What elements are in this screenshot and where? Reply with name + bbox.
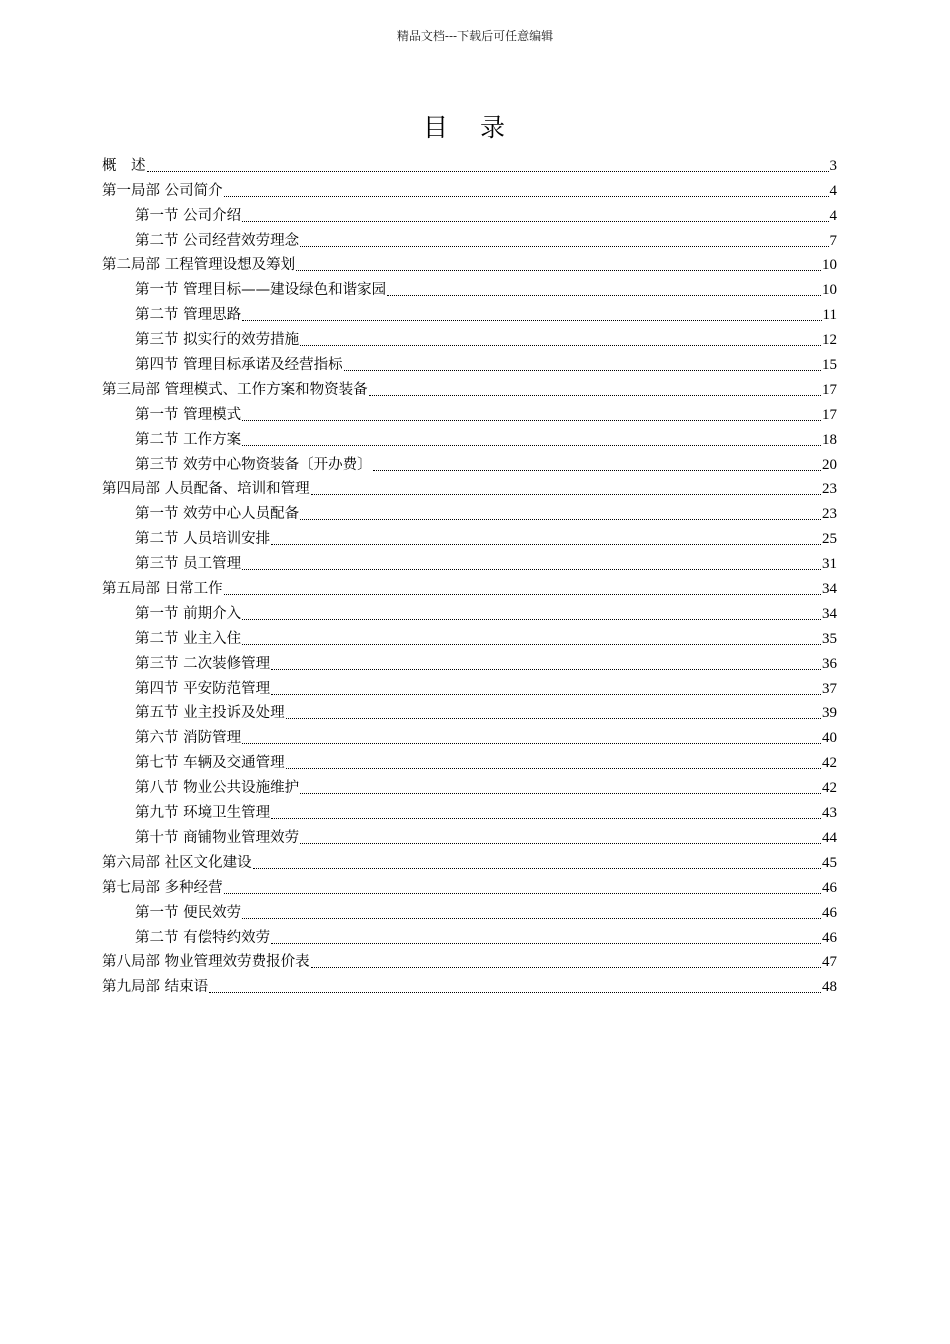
toc-entry-page: 4	[829, 207, 837, 224]
dot-leader	[344, 360, 821, 371]
toc-entry-page: 45	[822, 854, 837, 871]
toc-entry[interactable]	[102, 947, 837, 972]
toc-entry-label: 第二节 公司经营效劳理念	[135, 232, 300, 249]
dot-leader	[242, 559, 821, 570]
toc-entry-page: 23	[822, 481, 837, 498]
toc-entry-label: 第二局部 工程管理设想及筹划	[102, 257, 296, 274]
toc-entry-label: 第五局部 日常工作	[102, 581, 223, 598]
toc-entry[interactable]	[102, 648, 837, 673]
dot-leader	[242, 609, 821, 620]
toc-entry-page: 18	[822, 431, 837, 448]
toc-entry[interactable]	[102, 847, 837, 872]
toc-entry-label: 第一节 便民效劳	[135, 904, 242, 921]
dot-leader	[147, 161, 829, 172]
toc-entry-label: 第八节 物业公共设施维护	[135, 780, 300, 797]
dot-leader	[242, 634, 821, 645]
toc-entry[interactable]	[102, 324, 837, 349]
dot-leader	[300, 236, 828, 247]
toc-entry[interactable]	[102, 722, 837, 747]
toc-entry-label: 第十节 商铺物业管理效劳	[135, 829, 300, 846]
toc-entry-page: 23	[822, 506, 837, 523]
toc-entry[interactable]	[102, 523, 837, 548]
toc-entry[interactable]	[102, 374, 837, 399]
toc-entry-label: 第一局部 公司简介	[102, 182, 223, 199]
toc-entry[interactable]	[102, 250, 837, 275]
toc-entry-page: 4	[829, 182, 837, 199]
toc-entry-label: 第一节 公司介绍	[135, 207, 242, 224]
toc-entry-label: 概 述	[102, 157, 146, 174]
toc-entry-label: 第一节 效劳中心人员配备	[135, 506, 300, 523]
toc-entry-label: 第二节 管理思路	[135, 307, 242, 324]
toc-entry[interactable]	[102, 772, 837, 797]
toc-entry-label: 第九局部 结束语	[102, 979, 209, 996]
dot-leader	[271, 684, 821, 695]
toc-entry-label: 第一节 前期介入	[135, 605, 242, 622]
toc-entry[interactable]	[102, 797, 837, 822]
toc-entry[interactable]	[102, 747, 837, 772]
toc-entry[interactable]	[102, 548, 837, 573]
dot-leader	[369, 385, 821, 396]
toc-entry-page: 15	[822, 357, 837, 374]
toc-entry[interactable]	[102, 698, 837, 723]
toc-entry-label: 第二节 有偿特约效劳	[135, 929, 271, 946]
toc-entry[interactable]	[102, 175, 837, 200]
toc-entry[interactable]	[102, 971, 837, 996]
toc-entry[interactable]	[102, 897, 837, 922]
toc-entry-label: 第九节 环境卫生管理	[135, 805, 271, 822]
toc-entry-page: 46	[822, 879, 837, 896]
toc-entry-label: 第四局部 人员配备、培训和管理	[102, 481, 310, 498]
toc-entry[interactable]	[102, 922, 837, 947]
toc-entry-label: 第一节 管理目标——建设绿色和谐家园	[135, 282, 387, 299]
toc-entry[interactable]	[102, 225, 837, 250]
toc-entry-page: 7	[829, 232, 837, 249]
toc-entry-page: 34	[822, 581, 837, 598]
toc-title: 目 录	[423, 113, 517, 142]
dot-leader	[209, 982, 821, 993]
toc-entry[interactable]	[102, 623, 837, 648]
dot-leader	[286, 708, 821, 719]
toc-entry[interactable]	[102, 150, 837, 175]
toc-entry[interactable]	[102, 822, 837, 847]
toc-entry-label: 第六节 消防管理	[135, 730, 242, 747]
toc-entry-page: 40	[822, 730, 837, 747]
toc-entry[interactable]	[102, 872, 837, 897]
dot-leader	[224, 883, 821, 894]
toc-entry-label: 第三节 效劳中心物资装备〔开办费〕	[135, 456, 372, 473]
dot-leader	[242, 908, 821, 919]
toc-entry[interactable]	[102, 449, 837, 474]
toc-entry-page: 25	[822, 531, 837, 548]
toc-entry-label: 第二节 业主入住	[135, 630, 242, 647]
toc-entry-label: 第三节 拟实行的效劳措施	[135, 332, 300, 349]
toc-entry[interactable]	[102, 399, 837, 424]
toc-entry-page: 10	[822, 282, 837, 299]
toc-entry-page: 11	[822, 307, 837, 324]
toc-entry-label: 第三节 二次装修管理	[135, 655, 271, 672]
table-of-contents	[102, 150, 837, 996]
dot-leader	[242, 733, 821, 744]
dot-leader	[271, 659, 821, 670]
toc-entry-label: 第七局部 多种经营	[102, 879, 223, 896]
dot-leader	[286, 758, 821, 769]
toc-entry-page: 42	[822, 755, 837, 772]
toc-entry-page: 43	[822, 805, 837, 822]
toc-entry-page: 17	[822, 381, 837, 398]
toc-entry-label: 第三局部 管理模式、工作方案和物资装备	[102, 381, 368, 398]
toc-entry-label: 第六局部 社区文化建设	[102, 854, 252, 871]
toc-entry-page: 46	[822, 904, 837, 921]
toc-entry-page: 20	[822, 456, 837, 473]
toc-entry-page: 34	[822, 605, 837, 622]
dot-leader	[311, 484, 821, 495]
toc-entry[interactable]	[102, 573, 837, 598]
toc-entry[interactable]	[102, 200, 837, 225]
toc-entry-page: 42	[822, 780, 837, 797]
dot-leader	[387, 285, 821, 296]
toc-entry[interactable]	[102, 299, 837, 324]
dot-leader	[242, 410, 821, 421]
toc-entry-label: 第二节 工作方案	[135, 431, 242, 448]
dot-leader	[300, 783, 821, 794]
toc-entry-label: 第七节 车辆及交通管理	[135, 755, 285, 772]
page-header: 精品文档---下载后可任意编辑	[396, 29, 554, 43]
toc-entry[interactable]	[102, 474, 837, 499]
toc-entry[interactable]	[102, 424, 837, 449]
toc-entry-label: 第三节 员工管理	[135, 556, 242, 573]
toc-entry-page: 47	[822, 954, 837, 971]
toc-entry-page: 37	[822, 680, 837, 697]
toc-entry-page: 46	[822, 929, 837, 946]
toc-entry-page: 12	[822, 332, 837, 349]
dot-leader	[271, 808, 821, 819]
toc-entry-label: 第一节 管理模式	[135, 406, 242, 423]
toc-entry[interactable]	[102, 274, 837, 299]
toc-entry[interactable]	[102, 598, 837, 623]
toc-entry-page: 35	[822, 630, 837, 647]
toc-entry-label: 第五节 业主投诉及处理	[135, 705, 285, 722]
toc-entry[interactable]	[102, 673, 837, 698]
dot-leader	[300, 833, 821, 844]
toc-entry-page: 17	[822, 406, 837, 423]
dot-leader	[242, 211, 828, 222]
toc-entry-page: 36	[822, 655, 837, 672]
toc-entry-label: 第八局部 物业管理效劳费报价表	[102, 954, 310, 971]
dot-leader	[373, 460, 821, 471]
dot-leader	[224, 186, 829, 197]
dot-leader	[271, 933, 821, 944]
toc-entry-label: 第四节 平安防范管理	[135, 680, 271, 697]
toc-entry-page: 31	[822, 556, 837, 573]
toc-entry-label: 第二节 人员培训安排	[135, 531, 271, 548]
toc-entry-page: 10	[822, 257, 837, 274]
dot-leader	[242, 310, 821, 321]
dot-leader	[311, 957, 821, 968]
dot-leader	[296, 260, 821, 271]
toc-entry-page: 39	[822, 705, 837, 722]
dot-leader	[271, 534, 821, 545]
dot-leader	[224, 584, 821, 595]
dot-leader	[242, 435, 821, 446]
toc-entry-label: 第四节 管理目标承诺及经营指标	[135, 357, 343, 374]
dot-leader	[253, 858, 821, 869]
toc-entry-page: 3	[829, 157, 837, 174]
toc-entry-page: 44	[822, 829, 837, 846]
dot-leader	[300, 335, 821, 346]
toc-entry[interactable]	[102, 349, 837, 374]
toc-entry[interactable]	[102, 498, 837, 523]
toc-entry-page: 48	[822, 979, 837, 996]
dot-leader	[300, 509, 821, 520]
